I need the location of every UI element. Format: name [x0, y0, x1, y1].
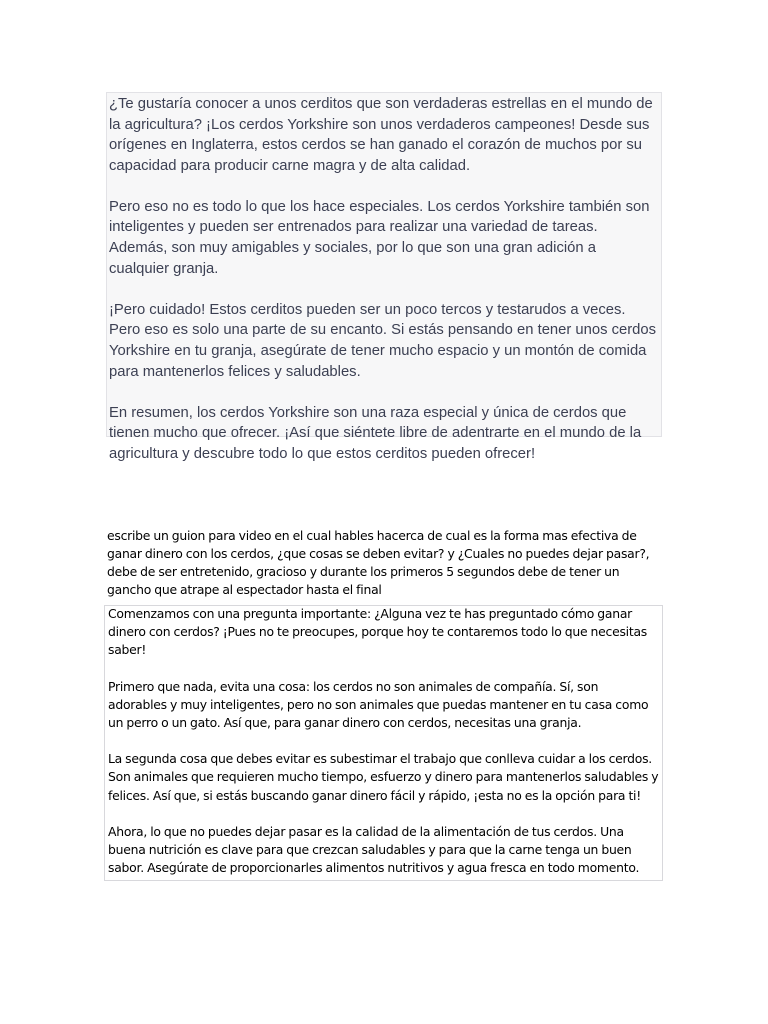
response-box-yorkshire	[106, 92, 662, 462]
prompt-text: escribe un guion para video en el cual hables hacerca de cual es la forma mas efectiva de ganar dinero con los cerdos, ¿que cosas se deben evitar? y ¿Cuales no puedes dejar pasar?, debe de ser entretenido, gracioso y durante los primeros 5 segundos debe de tener un gancho que atrape al espectador hasta el final	[107, 528, 650, 597]
script-paragraph: Comenzamos con una pregunta importante: ¿Alguna vez te has preguntado cómo ganar dinero con cerdos? ¡Pues no te preocupes, porque hoy te contaremos todo lo que necesitas saber!	[108, 606, 647, 658]
response-box-script	[104, 605, 663, 881]
script-paragraph: Ahora, lo que no puedes dejar pasar es la calidad de la alimentación de tus cerdos. Una buena nutrición es clave para que crezcan saludables y para que la carne tenga un buen sabor. Asegúrate de proporcionarles alimentos nutritivos y agua fresca en todo momento.	[108, 823, 640, 876]
script-paragraph: Primero que nada, evita una cosa: los cerdos no son animales de compañía. Sí, son adorables y muy inteligentes, pero no son animales que puedas mantener en tu casa como un perro o un gato. Así que, para ganar dinero con cerdos, necesitas una granja.	[108, 678, 649, 731]
script-paragraph: La segunda cosa que debes evitar es subestimar el trabajo que conlleva cuidar a los cerdos. Son animales que requieren mucho tiempo, esfuerzo y dinero para mantenerlos saludables y felices. Así que, si estás buscando ganar dinero fácil y rápido, ¡esta no es la opción para ti!	[108, 751, 659, 803]
response-paragraph: ¿Te gustaría conocer a unos cerditos que son verdaderas estrellas en el mundo de la agricultura? ¡Los cerdos Yorkshire son unos verdaderos campeones! Desde sus orígenes en Inglaterra, estos cerdos se han ganado el corazón de muchos por su capacidad para producir carne magra y de alta calidad.	[109, 96, 653, 174]
response-paragraph: ¡Pero cuidado! Estos cerditos pueden ser un poco tercos y testarudos a veces. Pero eso es solo una parte de su encanto. Si estás pensando en tener unos cerdos Yorkshire en tu granja, asegúrate de tener mucho espacio y un montón de comida para mantenerlos felices y saludables.	[109, 301, 657, 380]
response-paragraph: Pero eso no es todo lo que los hace especiales. Los cerdos Yorkshire también son inteligentes y pueden ser entrenados para realizar una variedad de tareas. Además, son muy amigables y sociales, por lo que son una gran adición a cualquier granja.	[109, 198, 650, 277]
response-paragraph: En resumen, los cerdos Yorkshire son una raza especial y única de cerdos que tienen mucho que ofrecer. ¡Así que siéntete libre de adentrarte en el mundo de la agricultura y descubre todo lo que estos cerditos pueden ofrecer!	[109, 404, 642, 462]
